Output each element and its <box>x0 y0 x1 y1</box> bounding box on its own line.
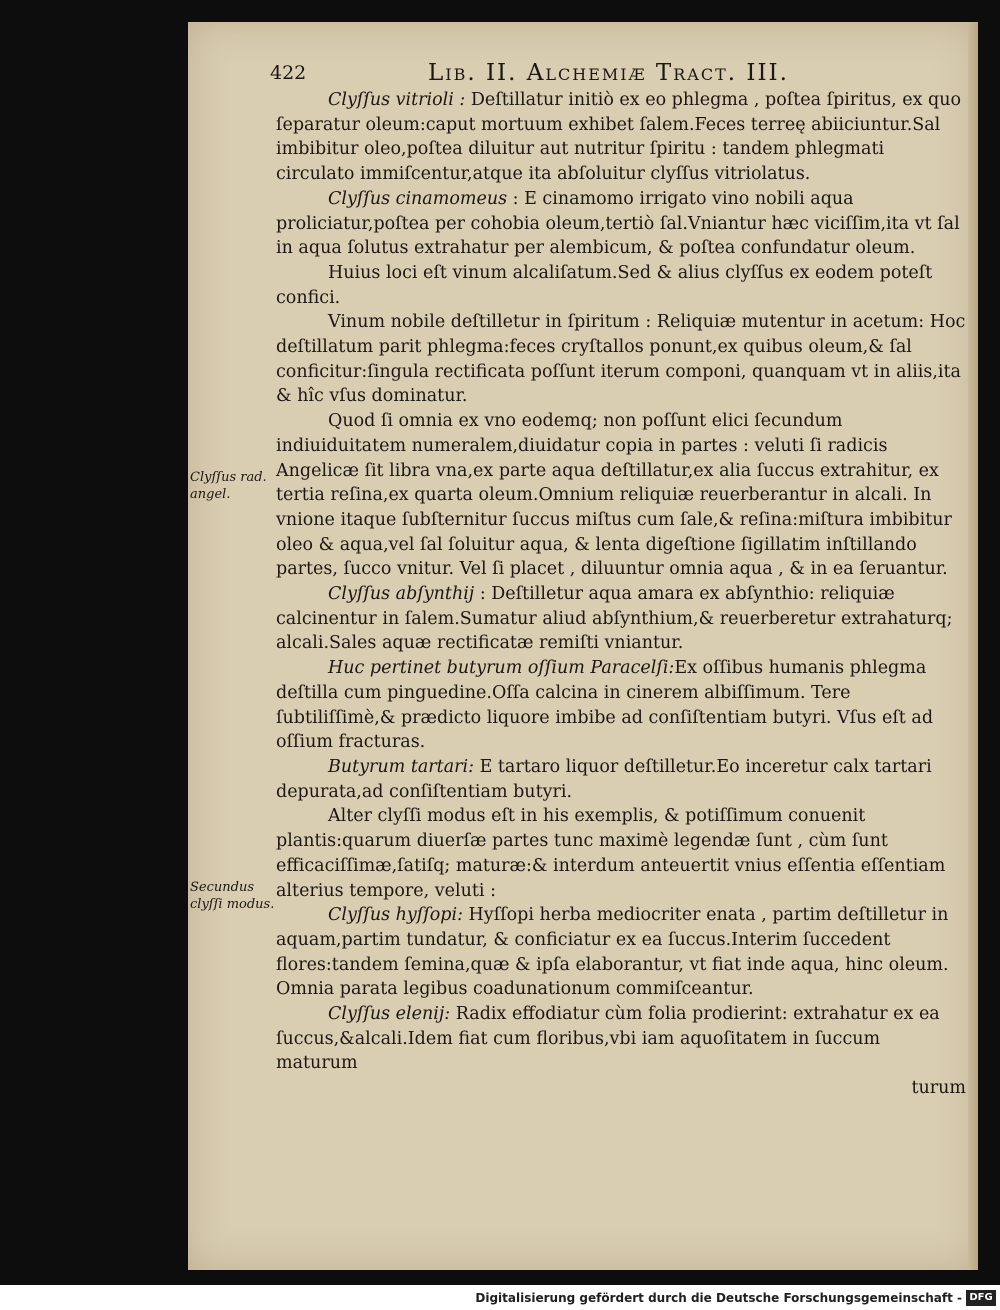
paragraph-vitrioli: Clyſſus vitrioli : Deſtillatur initiò ex eo phlegma , poſtea ſpiritus, ex quo ſeparatur oleum:caput mortuum exhibet ſalem.Feces terreę abiiciuntur.Sal imbibitur oleo,poſtea diluitur aut nutritur ſpiritu : tandem phlegmati circulato immiſcentur,atque ita abſoluitur clyſſus vitriolatus. <box>276 90 962 185</box>
page-number: 422 <box>270 62 307 84</box>
dfg-logo-icon: DFG <box>966 1290 996 1306</box>
paragraph-butyrum-ossium: Huc pertinet butyrum oſſium Paracelſi:Ex oſſibus humanis phlegma deſtilla cum pinguedine.Oſſa calcina in cinerem albiſſimum. Tere ſubtiliſſimè,& prædicto liquore imbibe ad conſiſtentiam butyri. Vſus eſt ad oſſium fracturas. <box>276 658 934 753</box>
paragraph-butyrum-tartari: Butyrum tartari: E tartaro liquor deſtilletur.Eo inceretur calx tartari depurata,ad conſiſtentiam butyri. <box>276 756 932 802</box>
page-edge <box>968 22 978 1270</box>
margin-note-angelica: Clyſſus rad. angel. <box>190 470 267 502</box>
paragraph-absynthij: Clyſſus abſynthij : Deſtilletur aqua amara ex abſynthio: reliquiæ calcinentur in ſalem.Sumatur aliud abſynthium,& reuerberetur extrahaturq; alcali.Sales aquæ rectificatæ remiſti vniantur. <box>276 584 953 654</box>
paragraph-alter-modus: Alter clyſſi modus eſt in his exemplis, & potiſſimum conuenit plantis:quarum diuerſæ partes tunc maximè legendæ ſunt , cùm ſunt efficaciſſimæ,ſatiſq; maturæ:& interdum anteuertit vnius eſſentia eſſentiam alterius tempore, veluti : <box>276 806 946 901</box>
funding-notice: Digitalisierung gefördert durch die Deutsche Forschungsgemeinschaft - <box>475 1291 962 1305</box>
running-head: Lib. II. Alchemiæ Tract. III. <box>428 60 789 86</box>
body-text <box>276 88 966 1101</box>
paragraph-vinum-nobile: Vinum nobile deſtilletur in ſpiritum : Reliquiæ mutentur in acetum: Hoc deſtillatum parit phlegma:feces cryſtallos ponunt,ex quibus oleum,& ſal conficitur:ſingula rectificata poſſunt iterum componi, quanquam vt in aliis,ita & hîc vſus dominatur. <box>276 312 966 407</box>
catchword: turum <box>911 1078 966 1099</box>
paragraph-elenij: Clyſſus elenij: Radix effodiatur cùm folia prodierint: extrahatur ex ea ſuccus,&alcali.Idem fiat cum floribus,vbi iam aquoſitatem in ſuccum maturum <box>276 1004 940 1074</box>
page-header <box>270 60 830 90</box>
paragraph-hyssopi: Clyſſus hyſſopi: Hyſſopi herba mediocriter enata , partim deſtilletur in aquam,partim tundatur, & conficiatur ex ea ſuccus.Interim ſuccedent flores:tandem ſemina,quæ & ipſa elaborantur, vt fiat inde aqua, hinc oleum. Omnia parata legibus coadunationum commiſceantur. <box>276 905 949 1000</box>
footer-bar <box>0 1288 1000 1310</box>
paragraph-vinum-alcalisatum: Huius loci eſt vinum alcaliſatum.Sed & alius clyſſus ex eodem poteſt confici. <box>276 262 933 308</box>
paragraph-angelica: Quod ſi omnia ex vno eodemq; non poſſunt elici ſecundum indiuiduitatem numeralem,diuidatur copia in partes : veluti ſi radicis Angelicæ ſit libra vna,ex parte aqua deſtillatur,ex alia ſuccus extrahitur, ex tertia reſina,ex quarta oleum.Omnium reliquiæ reuerberantur in alcali. In vnione itaque ſubſternitur ſuccus miſtus cum ſale,& reſina:miſtura imbibitur oleo & aqua,vel ſal ſoluitur aqua, & lenta digeſtione ſigillatim inſtillando partes, ſucco vnitur. Vel ſi placet , diluuntur omnia aqua , & in ea ſeruantur. <box>276 411 952 580</box>
paragraph-cinamomeus: Clyſſus cinamomeus : E cinamomo irrigato vino nobili aqua proliciatur,poſtea per cohobia oleum,tertiò ſal.Vniantur hæc viciſſim,ita vt ſal in aqua ſolutus extrahatur per alembicum, & poſtea confundatur oleum. <box>276 188 960 259</box>
book-page <box>188 22 978 1270</box>
margin-note-secundus-modus: Secundus clyſſi modus. <box>190 880 275 912</box>
